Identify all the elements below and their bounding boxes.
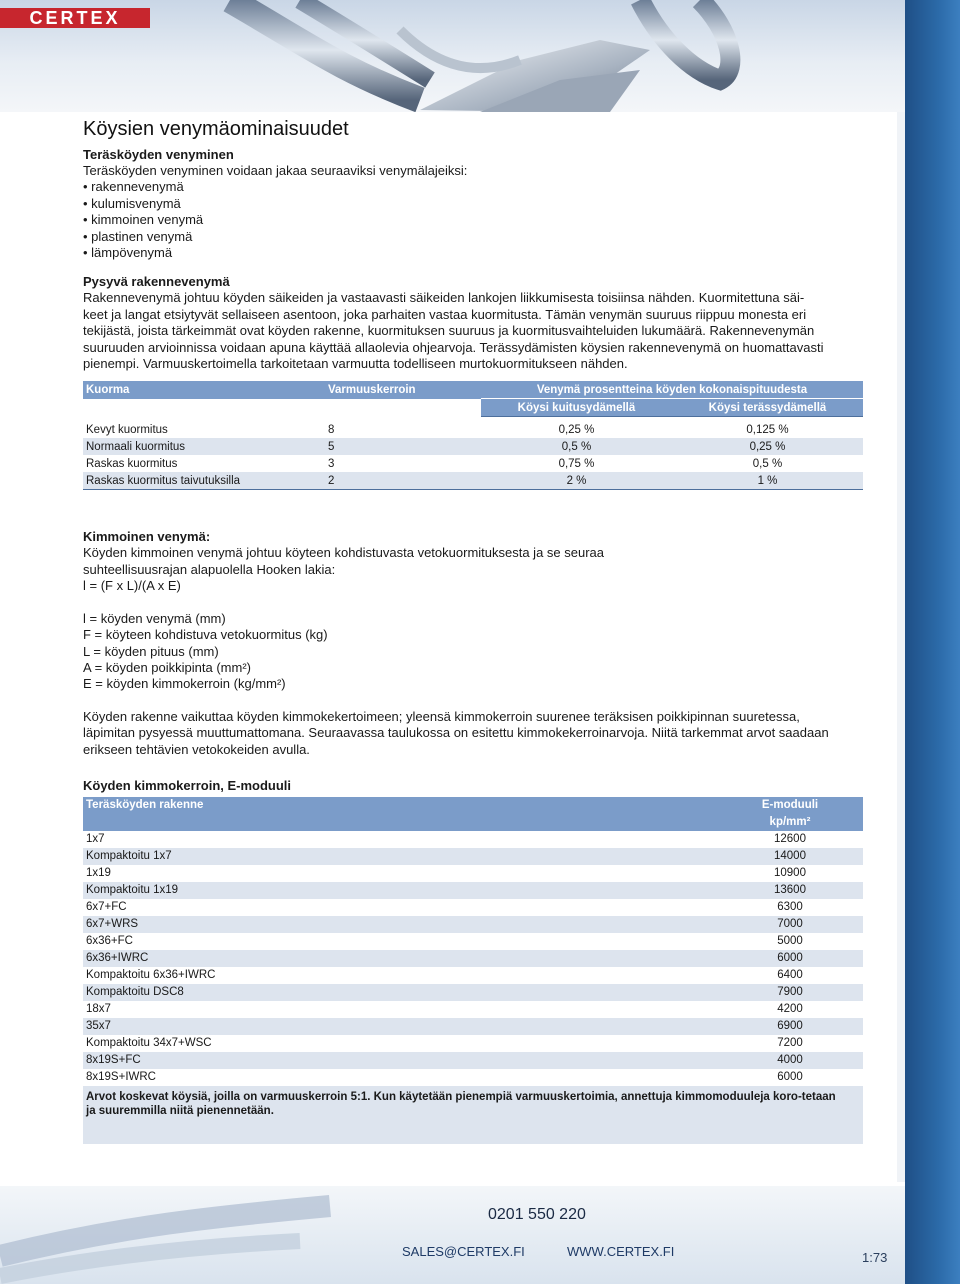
table-row [83, 865, 863, 882]
section-intro: Teräsköyden venyminen voidaan jakaa seuraaviksi venymälajeiksi: [83, 163, 468, 178]
cell-name: 1x7 [86, 833, 105, 846]
table-row [83, 950, 863, 967]
definition: l = köyden venymä (mm) [83, 610, 226, 626]
paragraph-line: läpimitan pysyessä muuttumattomana. Seuraavassa taulukossa on esitettu kimmokekerroinarvoja. Niitä tarkemmat arvot saadaan [83, 725, 829, 741]
paragraph-line: keet ja langat etsiytyvät sellaiseen asentoon, joka parhaiten vastaa kuormitusta. Tämän venymän suuruus riippuu monesta eri [83, 306, 807, 322]
side-bar [905, 0, 960, 1284]
cell-steel: 1 % [672, 472, 863, 490]
cell-fibre: 0,25 % [558, 423, 595, 436]
paragraph-line: Rakennevenymä johtuu köyden säikeiden ja vastaavasti säikeiden lankojen liikkumisesta toisiinsa nähden. Kuormitettuna säi- [83, 290, 805, 306]
footer-rope-illustration [0, 1186, 905, 1284]
cell-name: Kompaktoitu 1x19 [86, 884, 179, 897]
list-item: • lämpövenymä [83, 245, 863, 261]
cell-name: 18x7 [86, 1003, 111, 1016]
svg-text:CERTEX: CERTEX [29, 8, 121, 28]
page-number: 1:73 [862, 1250, 888, 1265]
cell-load: Raskas kuormitus [86, 457, 178, 470]
cell-value: 5000 [777, 935, 803, 948]
table-row [83, 1035, 863, 1052]
cell-name: Kompaktoitu DSC8 [86, 986, 184, 999]
paragraph-line: suhteellisuusrajan alapuolella Hooken lakia: [83, 561, 336, 577]
col-header-construction: Teräsköyden rakenne [86, 799, 204, 812]
section-heading-elastic: Kimmoinen venymä: [83, 529, 211, 545]
side-strip [897, 112, 905, 1182]
table-row [83, 933, 863, 950]
cell-fibre: 0,5 % [561, 440, 592, 453]
col-header-unit: kp/mm² [769, 816, 811, 829]
header-photo [0, 0, 905, 112]
table-row [83, 1018, 863, 1035]
cell-value: 14000 [774, 850, 806, 863]
table-row [83, 438, 863, 455]
cell-factor: 5 [328, 440, 335, 453]
email-link[interactable]: SALES@CERTEX.FI [402, 1244, 525, 1259]
cell-factor: 2 [325, 472, 481, 490]
formula: l = (F x L)/(A x E) [83, 578, 181, 594]
cell-value: 10900 [774, 867, 806, 880]
definition: L = köyden pituus (mm) [83, 643, 219, 659]
cell-name: Kompaktoitu 34x7+WSC [86, 1037, 212, 1050]
cell-name: 8x19S+IWRC [86, 1071, 156, 1084]
table-row [83, 916, 863, 933]
footer-photo [0, 1186, 905, 1284]
table-row [83, 899, 863, 916]
col-header-emodulus: E-moduuli [761, 799, 819, 812]
list-item: • plastinen venymä [83, 229, 863, 245]
cell-value: 4000 [777, 1054, 803, 1067]
paragraph-line: suuruuden arvioinnissa voidaan apuna käyttää allaolevia ohjearvoja. Terässydämisten köysien rakennevenymä on huomattavasti [83, 339, 824, 355]
cell-value: 6300 [777, 901, 803, 914]
cell-steel: 0,25 % [749, 440, 786, 453]
col-header-load: Kuorma [86, 384, 130, 397]
cell-fibre: 0,75 % [558, 457, 595, 470]
cell-value: 6900 [777, 1020, 803, 1033]
paragraph-line: erikseen tehtävien vetokokeiden avulla. [83, 741, 310, 757]
cell-value: 4200 [777, 1003, 803, 1016]
website-link[interactable]: WWW.CERTEX.FI [567, 1244, 675, 1259]
table-row [83, 1001, 863, 1018]
cell-value: 12600 [774, 833, 806, 846]
cell-value: 6400 [777, 969, 803, 982]
table-note: Arvot koskevat köysiä, joilla on varmuuskerroin 5:1. Kun käytetään pienempiä varmuuskertoimia, annettuja kimmomoduuleja koro-tetaan ja suuremmilla niitä pienennetään. [86, 1090, 836, 1117]
cell-name: 1x19 [86, 867, 111, 880]
cell-name: Kompaktoitu 6x36+IWRC [86, 969, 216, 982]
col-header-elongation: Venymä prosentteina köyden kokonaispituudesta [481, 381, 863, 399]
definition: F = köyteen kohdistuva vetokuormitus (kg) [83, 627, 328, 643]
col-header-factor: Varmuuskerroin [328, 384, 416, 397]
cell-name: 6x7+WRS [86, 918, 139, 931]
table-row [83, 455, 863, 472]
elongation-types-list [83, 179, 863, 261]
col-header-fibre: Köysi kuitusydämellä [481, 399, 672, 417]
cell-factor: 3 [328, 457, 335, 470]
table-row [83, 1069, 863, 1086]
cell-name: 8x19S+FC [86, 1054, 141, 1067]
cell-name: 35x7 [86, 1020, 111, 1033]
cell-load: Normaali kuormitus [86, 440, 186, 453]
cell-load: Raskas kuormitus taivutuksilla [83, 472, 325, 490]
list-item: • rakennevenymä [83, 179, 863, 195]
cell-name: Kompaktoitu 1x7 [86, 850, 172, 863]
table-row [83, 882, 863, 899]
definition: A = köyden poikkipinta (mm²) [83, 659, 251, 675]
cell-name: 6x7+FC [86, 901, 127, 914]
elongation-table [83, 381, 863, 490]
table-row [83, 472, 863, 490]
list-item: • kimmoinen venymä [83, 212, 863, 228]
cell-value: 7200 [777, 1037, 803, 1050]
cell-steel: 0,5 % [752, 457, 783, 470]
section-heading-structural: Pysyvä rakennevenymä [83, 274, 230, 290]
main-content [83, 118, 863, 1144]
list-item: • kulumisvenymä [83, 196, 863, 212]
table2-title: Köyden kimmokerroin, E-moduuli [83, 777, 292, 793]
cell-value: 13600 [774, 884, 806, 897]
phone-number: 0201 550 220 [488, 1206, 586, 1223]
cell-name: 6x36+FC [86, 935, 133, 948]
table-row [83, 831, 863, 848]
page-title: Köysien venymäominaisuudet [83, 118, 349, 140]
paragraph-line: Köyden rakenne vaikuttaa köyden kimmokekertoimeen; yleensä kimmokerroin suurenee teräksisen poikkipinnan suuretessa, [83, 708, 800, 724]
table-row [83, 967, 863, 984]
cell-value: 7000 [777, 918, 803, 931]
cell-value: 7900 [777, 986, 803, 999]
cell-steel: 0,125 % [746, 423, 789, 436]
cell-factor: 8 [328, 423, 335, 436]
table-row [83, 421, 863, 438]
table-row [83, 848, 863, 865]
cell-name: 6x36+IWRC [86, 952, 149, 965]
col-header-steel: Köysi terässydämellä [672, 399, 863, 417]
section-heading-elongation: Teräsköyden venyminen [83, 147, 234, 162]
paragraph-line: pienempi. Varmuuskertoimella tarkoitetaan varmuutta todelliseen murtokuormitukseen nähden. [83, 356, 628, 372]
certex-logo [0, 0, 150, 34]
emodulus-table [83, 797, 863, 1144]
table-row [83, 984, 863, 1001]
cell-fibre: 2 % [481, 472, 672, 490]
paragraph-line: tekijästä, joista tärkeimmät ovat köyden rakenne, kuormituksen suuruus ja kuormitusvaihteluiden lukumäärä. Rakennevenymän [83, 323, 815, 339]
cell-load: Kevyt kuormitus [86, 423, 168, 436]
paragraph-line: Köyden kimmoinen venymä johtuu köyteen kohdistuvasta vetokuormituksesta ja se seuraa [83, 545, 605, 561]
definition: E = köyden kimmokerroin (kg/mm²) [83, 676, 286, 692]
cell-value: 6000 [777, 952, 803, 965]
table-row [83, 1052, 863, 1069]
cell-value: 6000 [777, 1071, 803, 1084]
